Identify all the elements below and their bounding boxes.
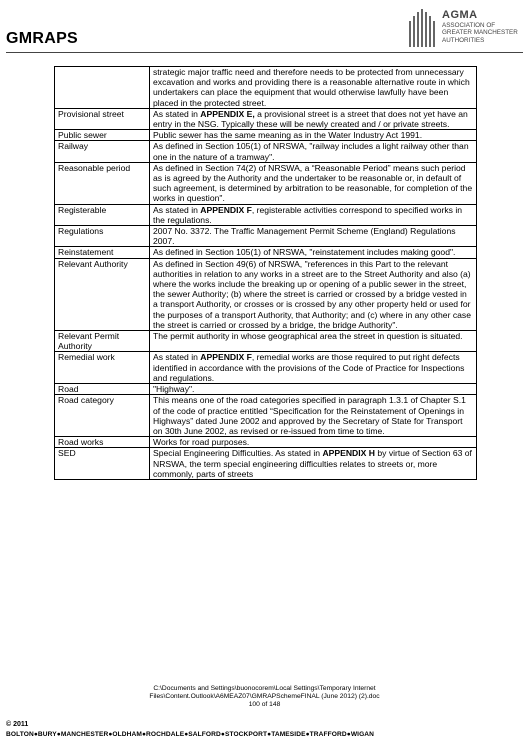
glossary-term: Road works bbox=[55, 437, 150, 448]
glossary-definition bbox=[150, 67, 477, 109]
glossary-row bbox=[55, 162, 477, 204]
member-authorities-list: BOLTON●BURY●MANCHESTER●OLDHAM●ROCHDALE●SALFORD●STOCKPORT●TAMESIDE●TRAFFORD●WIGAN bbox=[6, 731, 375, 738]
glossary-definition bbox=[150, 204, 477, 225]
glossary-term: SED bbox=[55, 448, 150, 480]
definition-text: , registerable activities correspond to specified works in the regulations. bbox=[153, 204, 463, 225]
definition-text: As stated in bbox=[153, 352, 201, 363]
glossary-row bbox=[55, 204, 477, 225]
glossary-body bbox=[55, 67, 477, 480]
glossary-table bbox=[54, 66, 477, 480]
definition-text: As defined in Section 74(2) of NRSWA, a “Reasonable Period” means such period as is agreed by the Authority and the undertaker to be reasonable or, in default of such agreement, is determined by arbitration to be reasonable, for completion of the works in question". bbox=[153, 162, 473, 204]
definition-text: , remedial works are those required to put right defects identified in accordance with the provisions of the Code of Practice for Inspections and regulations. bbox=[153, 352, 465, 383]
definition-text: Works for road purposes. bbox=[153, 437, 250, 448]
glossary-row bbox=[55, 247, 477, 258]
glossary-term: Reasonable period bbox=[55, 162, 150, 204]
glossary-row bbox=[55, 437, 477, 448]
document-title: GMRAPS bbox=[6, 30, 79, 47]
glossary-row bbox=[55, 67, 477, 109]
glossary-definition bbox=[150, 352, 477, 384]
definition-text: The permit authority in whose geographical area the street in question is situated. bbox=[153, 331, 463, 342]
glossary-term: Public sewer bbox=[55, 130, 150, 141]
glossary-term: Reinstatement bbox=[55, 247, 150, 258]
glossary-row bbox=[55, 141, 477, 162]
copyright-notice: © 2011 bbox=[6, 721, 29, 728]
glossary-term: Road bbox=[55, 384, 150, 395]
glossary-term: Relevant Authority bbox=[55, 258, 150, 330]
glossary-definition bbox=[150, 130, 477, 141]
definition-text: "Highway". bbox=[153, 384, 195, 395]
logo-name: AGMA bbox=[442, 9, 478, 21]
glossary-definition bbox=[150, 247, 477, 258]
appendix-reference: APPENDIX F bbox=[200, 204, 252, 215]
glossary-row bbox=[55, 226, 477, 247]
footer-path-line: Files\Content.Outlook\A6MEAZ07\GMRAPSchemeFINAL (June 2012) (2).doc bbox=[149, 693, 380, 700]
glossary-term bbox=[55, 67, 150, 109]
header-divider bbox=[6, 52, 523, 53]
glossary-definition bbox=[150, 437, 477, 448]
glossary-definition bbox=[150, 258, 477, 330]
appendix-reference: APPENDIX F bbox=[200, 352, 252, 363]
definition-text: As defined in Section 105(1) of NRSWA, "railway includes a light railway other than one in the nature of a tramway". bbox=[153, 141, 469, 162]
glossary-term: Road category bbox=[55, 395, 150, 437]
glossary-term: Regulations bbox=[55, 226, 150, 247]
glossary-definition bbox=[150, 395, 477, 437]
glossary-row bbox=[55, 258, 477, 330]
definition-text: a provisional street is a street that does not yet have an entry in the NSG. Typically these will be newly created and / or private streets. bbox=[153, 108, 468, 130]
glossary-term: Remedial work bbox=[55, 352, 150, 384]
page-number: 100 of 148 bbox=[248, 701, 281, 708]
glossary-term: Relevant Permit Authority bbox=[55, 331, 150, 352]
definition-text: This means one of the road categories specified in paragraph 1.3.1 of Chapter S.1 of the code of practice entitled “Specification for the Reinstatement of Openings in Highways” dated June 2002 and approved by the Secretary of State for Transport on 30th June 2002, as revised or re-issued from time to time. bbox=[153, 395, 466, 436]
glossary-definition bbox=[150, 384, 477, 395]
glossary-row bbox=[55, 448, 477, 480]
glossary-row bbox=[55, 331, 477, 352]
footer-path-line: C:\Documents and Settings\buonocorem\Local Settings\Temporary Internet bbox=[153, 685, 376, 692]
glossary-row bbox=[55, 395, 477, 437]
glossary-definition bbox=[150, 162, 477, 204]
glossary-definition bbox=[150, 226, 477, 247]
definition-text: 2007 No. 3372. The Traffic Management Permit Scheme (England) Regulations 2007. bbox=[153, 226, 456, 247]
glossary-definition bbox=[150, 141, 477, 162]
glossary-definition bbox=[150, 448, 477, 480]
logo-subtitle-line: ASSOCIATION OF bbox=[442, 22, 496, 29]
glossary-row bbox=[55, 130, 477, 141]
appendix-reference: APPENDIX E, bbox=[200, 108, 255, 119]
glossary-row bbox=[55, 352, 477, 384]
glossary-term: Provisional street bbox=[55, 108, 150, 129]
logo-subtitle bbox=[442, 22, 526, 44]
glossary-definition bbox=[150, 108, 477, 129]
glossary-term: Registerable bbox=[55, 204, 150, 225]
glossary-term: Railway bbox=[55, 141, 150, 162]
logo-subtitle-line: AUTHORITIES bbox=[442, 36, 485, 44]
glossary-row bbox=[55, 108, 477, 129]
agma-emblem-icon bbox=[406, 7, 440, 49]
agma-logo bbox=[406, 5, 524, 53]
footer-file-info bbox=[0, 685, 529, 709]
definition-text: strategic major traffic need and therefore needs to be protected from unnecessary excavation and works and providing there is a reasonable alternative route in which undertakers can place the equipment that would otherwise lawfully have been placed in the protected street. bbox=[153, 67, 470, 108]
definition-text: Special Engineering Difficulties. As stated in bbox=[153, 448, 323, 459]
logo-subtitle-line: GREATER MANCHESTER bbox=[442, 29, 518, 37]
definition-text: As defined in Section 105(1) of NRSWA, "reinstatement includes making good". bbox=[153, 247, 456, 258]
definition-text: by virtue of Section 63 of NRSWA, the term special engineering difficulties relates to streets or, more commonly, parts of streets bbox=[153, 448, 472, 479]
definition-text: As stated in bbox=[153, 108, 201, 119]
definition-text: As defined in Section 49(6) of NRSWA, "references in this Part to the relevant authorities in relation to any works in a street are to the Street Authority and also (a) where the works include the breaking up or opening of a public sewer in the street, the sewer Authority; (b) where the street is carried or crossed by a bridge vested in a transport Authority, or crosses or is crossed by any other property held or used for the purposes of a transport Authority, that Authority; and (c) where in any other case the street is carried or crossed by a bridge, the bridge Authority". bbox=[153, 258, 471, 330]
definition-text: Public sewer has the same meaning as in the Water Industry Act 1991. bbox=[153, 130, 423, 141]
appendix-reference: APPENDIX H bbox=[322, 448, 375, 459]
glossary-definition bbox=[150, 331, 477, 352]
glossary-row bbox=[55, 384, 477, 395]
definition-text: As stated in bbox=[153, 204, 201, 215]
